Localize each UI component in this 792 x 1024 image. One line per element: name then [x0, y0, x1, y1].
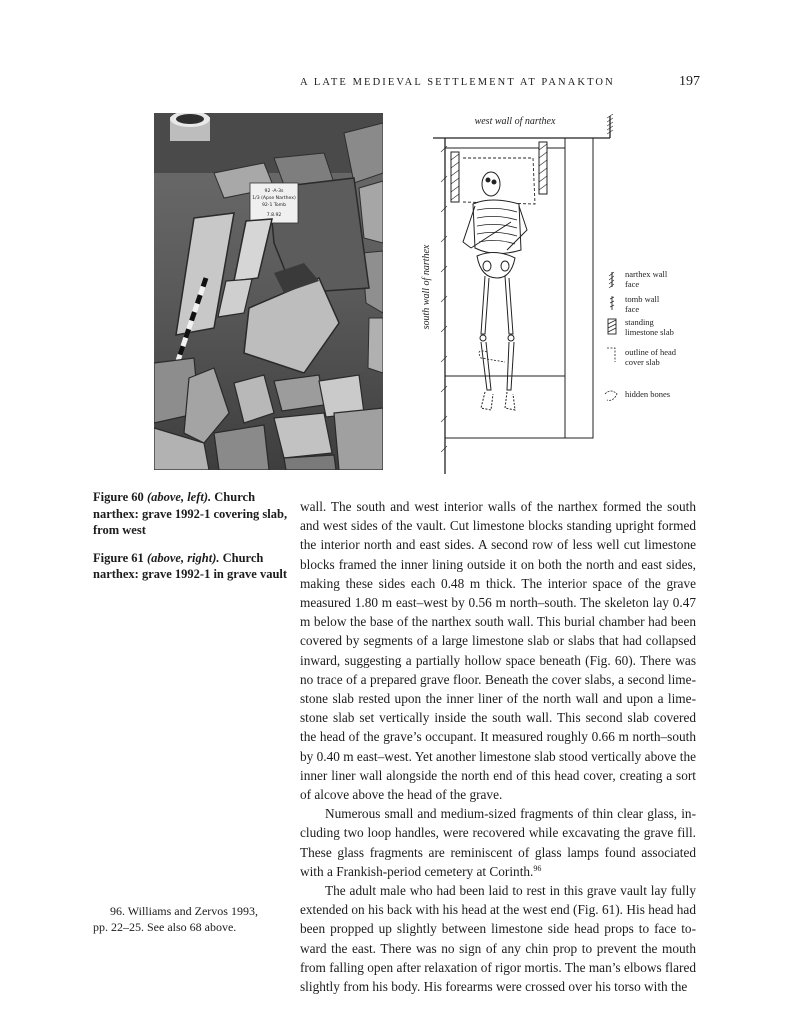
- legend-label: cover slab: [625, 357, 660, 367]
- standing-slab: [451, 142, 547, 202]
- tag-line: 7.8.92: [266, 213, 282, 218]
- footnote-line: 96. Williams and Zervos 1993,: [110, 904, 258, 918]
- tomb-outline: [445, 138, 593, 438]
- footnote-reference[interactable]: 96: [533, 863, 542, 873]
- legend-label: standing: [625, 317, 654, 327]
- running-title: A LATE MEDIEVAL SETTLEMENT AT PANAKTON: [300, 77, 615, 88]
- legend-label: face: [625, 279, 640, 289]
- south-wall-label: south wall of narthex: [421, 244, 432, 330]
- footnote-line: pp. 22–25. See also 68 above.: [93, 920, 237, 934]
- figure-position: (above, left).: [146, 490, 212, 504]
- south-wall-line: [441, 138, 447, 474]
- figure-61-drawing: [415, 112, 705, 478]
- narthex-wall-face-symbol: [609, 272, 614, 288]
- head-cover-outline-symbol: [607, 348, 615, 362]
- standing-slab-symbol: [608, 319, 616, 334]
- west-wall-label: west wall of narthex: [474, 116, 556, 127]
- figure-caption-text: Church narthex: grave 1992-1 in grave vault: [93, 550, 288, 581]
- paragraph: wall. The south and west interior walls of the narthex formed the south and west sides of the vault. Cut limestone blocks standing upright formed the interior north and east sides. A second row of less well cut limestone blocks framed the inner lining outside it on both the north and east sides, making these sides each 0.48 m thick. The interior space of the grave measured 1.80 m east–west by 0.56 m north–south. The skeleton lay 0.47 m below the base of the narthex south wall. This burial chamber had been covered by segments of a large limestone slab or slabs that had collapsed inward, suggesting a partially hollow space beneath (Fig. 60). There was no trace of a prepared grave floor. Beneath the cover slabs, a second limestone slab rested upon the inner liner of the north wall and upon a limestone slab set vertically inside the south wall. This second slab covered the head of the grave’s occupant. It measured roughly 0.66 m north–south by 0.40 m east–west. Yet another limestone slab stood vertically above the inner liner wall alongside the north end of this head cover, creating a sort of alcove above the head of the grave.: [300, 499, 696, 803]
- hidden-bones-symbol: [605, 391, 617, 400]
- field-tag: [250, 183, 298, 223]
- figure-60-caption: [93, 489, 293, 539]
- figure-position: (above, right).: [146, 550, 220, 565]
- legend-label: limestone slab: [625, 327, 674, 337]
- body-text: [300, 497, 696, 996]
- legend-label: hidden bones: [625, 389, 671, 399]
- legend-label: face: [625, 304, 640, 314]
- figure-label: Figure 60: [93, 490, 144, 504]
- page-number: 197: [679, 74, 700, 89]
- tag-line: 1/3 (Apse Narthex): [252, 196, 296, 201]
- bucket: [170, 113, 210, 141]
- figure-captions: [93, 489, 293, 594]
- figure-label: Figure 61: [93, 550, 144, 565]
- footnote-96: [93, 903, 273, 935]
- paragraph: The adult male who had been laid to rest in this grave vault lay fully extended on his back with his head at the west end (Fig. 61). His head had been propped up slightly between limestone side head props to face toward the east. There was no sign of any chin prop to prevent the mouth from falling open after relaxation of rigor mortis. The man’s elbows flared slightly from his body. His forearms were crossed over his torso with the: [300, 883, 696, 995]
- legend: [605, 269, 677, 400]
- paragraph: [300, 804, 696, 881]
- paragraph-text: Numerous small and medium-sized fragments of thin clear glass, including two loop handles, were recovered while excavating the grave fill. These glass fragments are reminiscent of glass lamps found associated with a Frankish-period cemetery at Corinth.: [300, 806, 696, 879]
- legend-label: tomb wall: [625, 294, 660, 304]
- legend-label: outline of head: [625, 347, 676, 357]
- figure-60-photo: [154, 113, 383, 470]
- figure-61-caption: [93, 550, 293, 583]
- figure-caption-text: Church narthex: grave 1992-1 covering slab, from west: [93, 490, 288, 537]
- legend-label: narthex wall: [625, 269, 668, 279]
- tomb-wall-face-symbol: [610, 296, 614, 310]
- tag-line: 92 -A-3s: [264, 189, 284, 194]
- tag-line: 92-1 Tomb: [261, 203, 287, 208]
- skeleton: [463, 172, 527, 410]
